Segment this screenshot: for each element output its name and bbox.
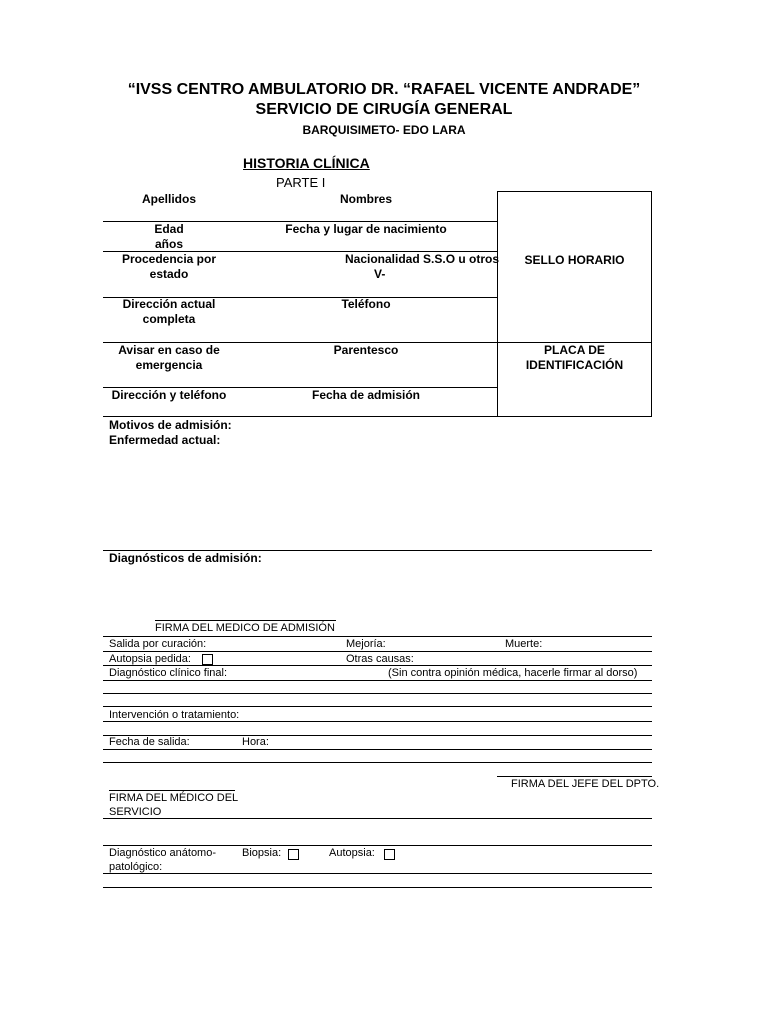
label-identificacion: IDENTIFICACIÓN (525, 358, 624, 372)
label-diagnostico-clinico-final: Diagnóstico clínico final: (109, 667, 228, 679)
row-line (103, 887, 652, 888)
biopsia-checkbox[interactable] (288, 849, 299, 860)
row-line (103, 721, 652, 722)
autopsia-checkbox[interactable] (384, 849, 395, 860)
label-fecha-lugar-nacimiento: Fecha y lugar de nacimiento (285, 222, 447, 236)
autopsia-pedida-checkbox[interactable] (202, 654, 213, 665)
label-hora: Hora: (242, 736, 269, 748)
label-intervencion: Intervención o tratamiento: (109, 709, 240, 721)
label-autopsia-pedida: Autopsia pedida: (109, 653, 191, 665)
row-line (103, 873, 652, 874)
label-fecha-admision: Fecha de admisión (311, 388, 421, 402)
form-title: HISTORIA CLÍNICA (243, 155, 370, 171)
header-institution: “IVSS CENTRO AMBULATORIO DR. “RAFAEL VICENTE ANDRADE” (127, 81, 641, 98)
label-avisar: Avisar en caso de (118, 343, 220, 357)
row-line (103, 706, 652, 707)
label-anos: años (154, 237, 183, 251)
label-motivos-admision: Motivos de admisión: (109, 418, 232, 432)
form-part: PARTE I (276, 175, 326, 190)
label-otras-causas: Otras causas: (346, 653, 414, 665)
label-biopsia: Biopsia: (242, 847, 282, 859)
label-diag-anatomo-2: patológico: (109, 861, 163, 873)
row-line (103, 693, 652, 694)
label-firma-medico-servicio: FIRMA DEL MÉDICO DEL (109, 792, 239, 804)
label-salida-curacion: Salida por curación: (109, 638, 207, 650)
label-direccion-telefono: Dirección y teléfono (111, 388, 227, 402)
label-firma-jefe: FIRMA DEL JEFE DEL DPTO. (511, 778, 660, 790)
label-procedencia: Procedencia por (121, 252, 217, 266)
label-nombres: Nombres (339, 192, 392, 206)
grid-vertical-divider (497, 191, 498, 417)
signature-line-admision (155, 620, 336, 621)
header-location: BARQUISIMETO- EDO LARA (302, 123, 466, 137)
label-emergencia: emergencia (135, 358, 203, 372)
label-enfermedad-actual: Enfermedad actual: (109, 433, 221, 447)
label-fecha-salida: Fecha de salida: (109, 736, 190, 748)
label-procedencia-estado: estado (149, 267, 189, 281)
row-line (103, 680, 652, 681)
label-diag-anatomo: Diagnóstico anátomo- (109, 847, 217, 859)
label-sello-horario: SELLO HORARIO (524, 253, 625, 267)
label-parentesco: Parentesco (333, 343, 399, 357)
row-line (103, 762, 652, 763)
header-service: SERVICIO DE CIRUGÍA GENERAL (255, 101, 513, 118)
label-telefono: Teléfono (341, 297, 391, 311)
label-nacionalidad: Nacionalidad S.S.O u otros (345, 252, 500, 266)
grid-row-line (103, 416, 652, 417)
label-placa: PLACA DE (544, 343, 605, 357)
label-firma-medico-admision: FIRMA DEL MEDICO DE ADMISIÓN (155, 622, 335, 634)
label-nota-dorso: (Sin contra opinión médica, hacerle firmar al dorso) (388, 667, 638, 679)
label-direccion-actual: Dirección actual (122, 297, 216, 311)
label-muerte: Muerte: (505, 638, 543, 650)
label-mejoria: Mejoría: (346, 638, 386, 650)
grid-top-right-line (497, 191, 652, 192)
label-apellidos: Apellidos (141, 192, 196, 206)
label-edad: Edad (154, 222, 184, 236)
label-firma-medico-servicio-2: SERVICIO (109, 806, 162, 818)
row-line (103, 818, 652, 819)
label-nacionalidad-v: V- (374, 267, 386, 281)
row-line (103, 749, 652, 750)
label-direccion-completa: completa (142, 312, 196, 326)
label-autopsia: Autopsia: (329, 847, 375, 859)
grid-right-border (651, 191, 652, 417)
label-diagnosticos-admision: Diagnósticos de admisión: (109, 551, 262, 565)
